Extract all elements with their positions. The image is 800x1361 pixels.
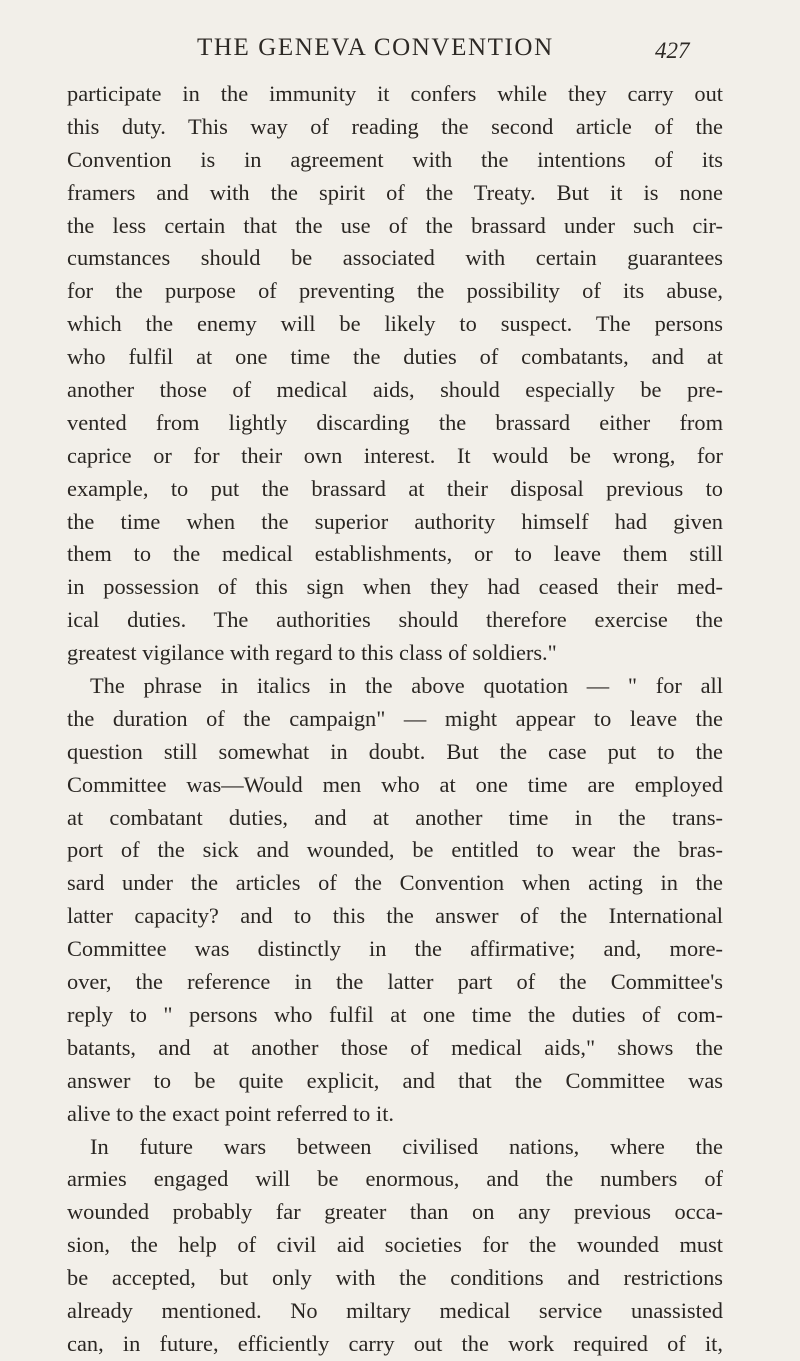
text-line: framers and with the spirit of the Treaty. But it is none [67, 179, 723, 205]
text-line: in possession of this sign when they had ceased their med- [67, 574, 723, 600]
text-line: which the enemy will be likely to suspect. The persons [67, 311, 723, 337]
text-line: sard under the articles of the Convention when acting in the [67, 870, 723, 896]
page-number: 427 [655, 38, 690, 63]
text-line: over, the reference in the latter part of the Committee's [67, 969, 723, 995]
text-line: The phrase in italics in the above quotation — " for all [90, 673, 723, 699]
text-line: the duration of the campaign" — might appear to leave the [67, 705, 723, 731]
text-line: greatest vigilance with regard to this class of soldiers." [67, 640, 557, 666]
text-line: caprice or for their own interest. It would be wrong, for [67, 442, 723, 468]
text-line: at combatant duties, and at another time in the trans- [67, 804, 723, 830]
body-text [67, 78, 723, 1361]
text-line: cumstances should be associated with certain guarantees [67, 245, 723, 271]
text-line: example, to put the brassard at their disposal previous to [67, 475, 723, 501]
text-line: can, in future, efficiently carry out the work required of it, [67, 1330, 723, 1356]
text-line: armies engaged will be enormous, and the numbers of [67, 1166, 723, 1192]
running-title: THE GENEVA CONVENTION [197, 34, 554, 61]
text-line: already mentioned. No miltary medical service unassisted [67, 1297, 723, 1323]
text-line: answer to be quite explicit, and that the Committee was [67, 1067, 723, 1093]
text-line: ical duties. The authorities should therefore exercise the [67, 607, 723, 633]
text-line: the less certain that the use of the brassard under such cir- [67, 212, 723, 238]
text-line: Committee was distinctly in the affirmative; and, more- [67, 936, 723, 962]
text-line: them to the medical establishments, or to leave them still [67, 541, 723, 567]
text-line: batants, and at another those of medical aids," shows the [67, 1034, 723, 1060]
text-line: port of the sick and wounded, be entitled to wear the bras- [67, 837, 723, 863]
text-line: reply to " persons who fulfil at one time the duties of com- [67, 1001, 723, 1027]
text-line: another those of medical aids, should especially be pre- [67, 377, 723, 403]
running-head [0, 34, 800, 68]
text-line: be accepted, but only with the conditions and restrictions [67, 1265, 723, 1291]
text-line: vented from lightly discarding the brassard either from [67, 409, 723, 435]
text-line: for the purpose of preventing the possibility of its abuse, [67, 278, 723, 304]
text-line: alive to the exact point referred to it. [67, 1100, 395, 1126]
text-line: latter capacity? and to this the answer of the International [67, 903, 723, 929]
text-line: Convention is in agreement with the intentions of its [67, 146, 723, 172]
text-line: question still somewhat in doubt. But the case put to the [67, 738, 723, 764]
text-line: sion, the help of civil aid societies for the wounded must [67, 1232, 723, 1258]
text-line: participate in the immunity it confers while they carry out [67, 81, 723, 106]
text-line: the time when the superior authority himself had given [67, 508, 723, 534]
text-line: this duty. This way of reading the second article of the [67, 113, 723, 139]
text-line: wounded probably far greater than on any previous occa- [67, 1199, 723, 1225]
text-line: who fulfil at one time the duties of combatants, and at [67, 344, 723, 370]
text-line: In future wars between civilised nations, where the [90, 1133, 723, 1159]
text-line: Committee was—Would men who at one time are employed [67, 771, 723, 797]
